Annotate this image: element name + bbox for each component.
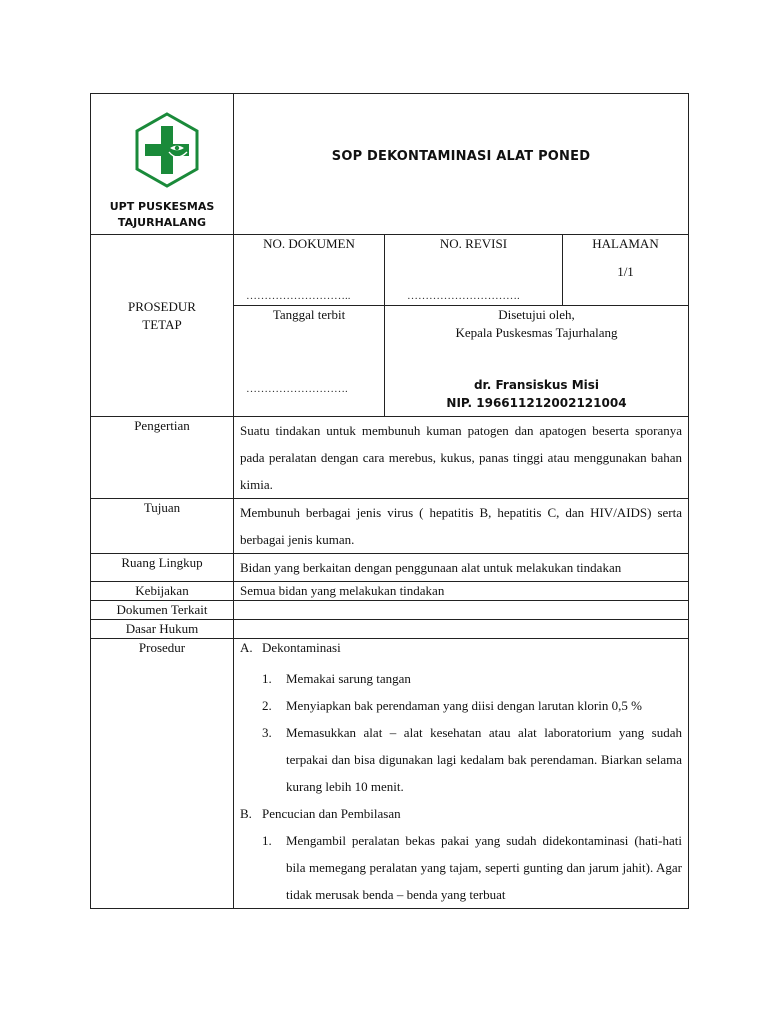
- page-label: HALAMAN: [592, 236, 659, 251]
- list-item-number: 1.: [262, 671, 272, 686]
- dokumen-terkait-label: Dokumen Terkait: [91, 601, 234, 620]
- organization-name: [91, 199, 233, 231]
- page-value: 1/1: [617, 264, 634, 279]
- puskesmas-logo-icon: [135, 112, 199, 188]
- list-item: [262, 719, 682, 800]
- pengertian-content: [234, 417, 689, 499]
- list-item-number: 1.: [262, 833, 272, 848]
- row-dokumen-terkait: [91, 601, 689, 620]
- revision-cell: [385, 235, 563, 306]
- dokumen-terkait-text: [234, 601, 689, 620]
- ruang-lingkup-content: [234, 554, 689, 582]
- tujuan-label: Tujuan: [91, 499, 234, 554]
- list-item-text: Memakai sarung tangan: [286, 671, 411, 686]
- prosedur-label: Prosedur: [91, 639, 234, 909]
- section-a-heading: [240, 639, 682, 657]
- logo-cell: [91, 94, 234, 235]
- meta-row-1: [91, 235, 689, 306]
- section-b-heading: [240, 800, 682, 827]
- section-a-list: [262, 665, 682, 800]
- issue-date-cell: [234, 306, 385, 417]
- revision-value: ………………………….: [407, 290, 520, 302]
- row-ruang-lingkup: [91, 554, 689, 582]
- section-b-title: Pencucian dan Pembilasan: [262, 806, 401, 821]
- kebijakan-label: Kebijakan: [91, 582, 234, 601]
- list-item: [262, 827, 682, 908]
- approver-title: Kepala Puskesmas Tajurhalang: [455, 325, 618, 340]
- list-item-text: Memasukkan alat – alat kesehatan atau alat laboratorium yang sudah terpakai dan bisa digunakan lagi kedalam bak perendaman. Biarkan selama kurang lebih 10 menit.: [286, 725, 682, 794]
- kebijakan-text: Semua bidan yang melakukan tindakan: [234, 582, 689, 601]
- section-b-marker: B.: [240, 806, 252, 821]
- ruang-lingkup-text: Bidan yang berkaitan dengan penggunaan alat untuk melakukan tindakan: [240, 560, 622, 575]
- prosedur-content: [234, 639, 689, 909]
- pengertian-label: Pengertian: [91, 417, 234, 499]
- approver-name: dr. Fransiskus Misi: [473, 378, 600, 392]
- revision-label: NO. REVISI: [439, 236, 508, 251]
- doc-number-label: NO. DOKUMEN: [263, 236, 355, 251]
- sop-table: [90, 93, 689, 909]
- list-item-number: 2.: [262, 698, 272, 713]
- row-kebijakan: [91, 582, 689, 601]
- row-tujuan: [91, 499, 689, 554]
- list-item-number: 3.: [262, 725, 272, 740]
- approver-nip: NIP. 196611212002121004: [446, 396, 627, 410]
- dasar-hukum-label: Dasar Hukum: [91, 620, 234, 639]
- tujuan-text: Membunuh berbagai jenis virus ( hepatitis B, hepatitis C, dan HIV/AIDS) serta berbagai jenis kuman.: [240, 505, 682, 547]
- list-item-text: Mengambil peralatan bekas pakai yang sudah didekontaminasi (hati-hati bila memegang peralatan yang tajam, seperti gunting dan jarum jahit). Agar tidak merusak benda – benda yang terbuat: [286, 833, 682, 902]
- issue-date-label: Tanggal terbit: [272, 307, 346, 322]
- pengertian-text: Suatu tindakan untuk membunuh kuman patogen dan apatogen beserta sporanya pada peralatan dengan cara merebus, kukus, panas tinggi atau menggunakan bahan kimia.: [240, 423, 682, 492]
- tujuan-content: [234, 499, 689, 554]
- ruang-lingkup-label: Ruang Lingkup: [91, 554, 234, 582]
- row-dasar-hukum: [91, 620, 689, 639]
- list-item: [262, 692, 682, 719]
- doc-number-cell: [234, 235, 385, 306]
- approval-cell: [385, 306, 689, 417]
- page-cell: [563, 235, 689, 306]
- approved-by: Disetujui oleh,: [498, 307, 575, 322]
- procedure-label-1: PROSEDUR: [128, 298, 196, 314]
- doc-number-value: ………………………..: [246, 290, 351, 302]
- dasar-hukum-text: [234, 620, 689, 639]
- section-a-marker: A.: [240, 640, 253, 655]
- section-a-title: Dekontaminasi: [262, 640, 341, 655]
- procedure-type-cell: [91, 235, 234, 417]
- procedure-label-2: TETAP: [142, 316, 182, 332]
- org-line-2: TAJURHALANG: [117, 216, 207, 229]
- document-title: SOP DEKONTAMINASI ALAT PONED: [234, 94, 689, 235]
- row-pengertian: [91, 417, 689, 499]
- list-item: [262, 665, 682, 692]
- row-prosedur: [91, 639, 689, 909]
- issue-date-value: ……………………….: [246, 383, 348, 395]
- section-b-list: [262, 827, 682, 908]
- list-item-text: Menyiapkan bak perendaman yang diisi dengan larutan klorin 0,5 %: [286, 698, 642, 713]
- org-line-1: UPT PUSKESMAS: [109, 200, 215, 213]
- header-row: [91, 94, 689, 235]
